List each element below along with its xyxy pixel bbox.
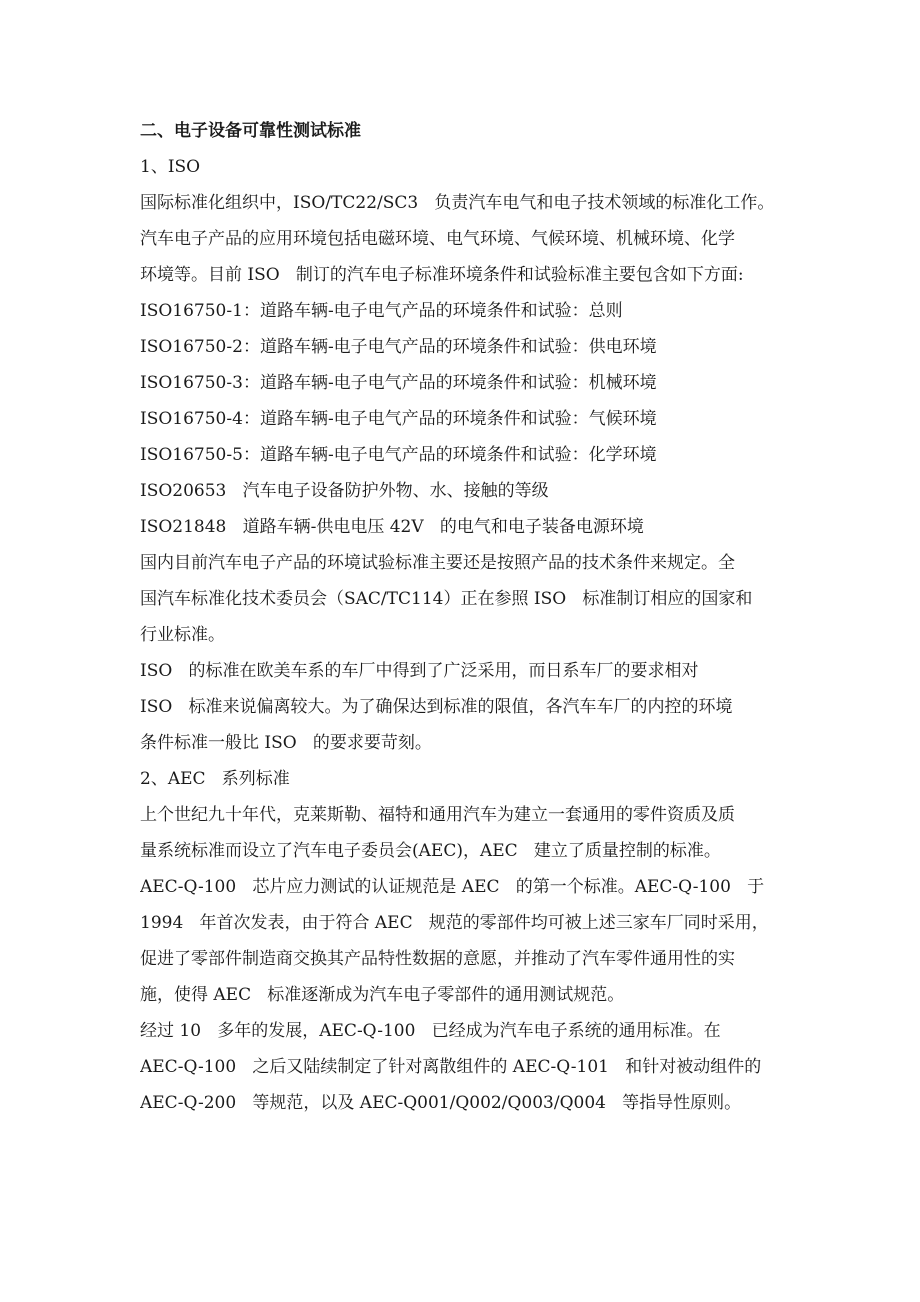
paragraph-line: 促进了零部件制造商交换其产品特性数据的意愿，并推动了汽车零件通用性的实 [140, 949, 735, 969]
document-body [140, 113, 790, 1121]
paragraph-line: 经过 10 多年的发展，AEC-Q-100 已经成为汽车电子系统的通用标准。在 [140, 1021, 721, 1041]
paragraph-line: 条件标准一般比 ISO 的要求要苛刻。 [140, 733, 432, 753]
paragraph-line: 施，使得 AEC 标准逐渐成为汽车电子零部件的通用测试规范。 [140, 985, 625, 1005]
paragraph-line: 环境等。目前 ISO 制订的汽车电子标准环境条件和试验标准主要包含如下方面: [140, 265, 744, 285]
paragraph-line: 汽车电子产品的应用环境包括电磁环境、电气环境、气候环境、机械环境、化学 [140, 229, 735, 249]
standard-list-item: ISO16750-1：道路车辆-电子电气产品的环境条件和试验：总则 [140, 301, 623, 321]
standard-list-item: ISO16750-3：道路车辆-电子电气产品的环境条件和试验：机械环境 [140, 373, 657, 393]
paragraph-line: 行业标准。 [140, 625, 225, 645]
standard-list-item: ISO16750-4：道路车辆-电子电气产品的环境条件和试验：气候环境 [140, 409, 657, 429]
paragraph-line: 国内目前汽车电子产品的环境试验标准主要还是按照产品的技术条件来规定。全 [140, 553, 735, 573]
standard-list-item: ISO16750-2：道路车辆-电子电气产品的环境条件和试验：供电环境 [140, 337, 657, 357]
section-heading: 二、电子设备可靠性测试标准 [140, 121, 361, 141]
paragraph-line: 国汽车标准化技术委员会（SAC/TC114）正在参照 ISO 标准制订相应的国家和 [140, 589, 753, 609]
standard-list-item: ISO21848 道路车辆-供电电压 42V 的电气和电子装备电源环境 [140, 517, 644, 537]
paragraph-line: ISO 的标准在欧美车系的车厂中得到了广泛采用，而日系车厂的要求相对 [140, 661, 699, 681]
subheading-aec: 2、AEC 系列标准 [140, 769, 290, 789]
standard-list-item: ISO16750-5：道路车辆-电子电气产品的环境条件和试验：化学环境 [140, 445, 657, 465]
paragraph-line: 国际标准化组织中，ISO/TC22/SC3 负责汽车电气和电子技术领域的标准化工作。 [140, 193, 775, 213]
standard-list-item: ISO20653 汽车电子设备防护外物、水、接触的等级 [140, 481, 549, 501]
paragraph-line: 量系统标准而设立了汽车电子委员会(AEC)，AEC 建立了质量控制的标准。 [140, 841, 721, 861]
paragraph-line: AEC-Q-200 等规范，以及 AEC-Q001/Q002/Q003/Q004 等指导性原则。 [140, 1093, 742, 1113]
paragraph-line: AEC-Q-100 芯片应力测试的认证规范是 AEC 的第一个标准。AEC-Q-100 于 [140, 877, 765, 897]
paragraph-line: 1994 年首次发表，由于符合 AEC 规范的零部件均可被上述三家车厂同时采用， [140, 913, 769, 933]
paragraph-line: 上个世纪九十年代，克莱斯勒、福特和通用汽车为建立一套通用的零件资质及质 [140, 805, 735, 825]
subheading-iso: 1、ISO [140, 157, 201, 177]
paragraph-line: ISO 标准来说偏离较大。为了确保达到标准的限值，各汽车车厂的内控的环境 [140, 697, 733, 717]
paragraph-line: AEC-Q-100 之后又陆续制定了针对离散组件的 AEC-Q-101 和针对被动组件的 [140, 1057, 762, 1077]
